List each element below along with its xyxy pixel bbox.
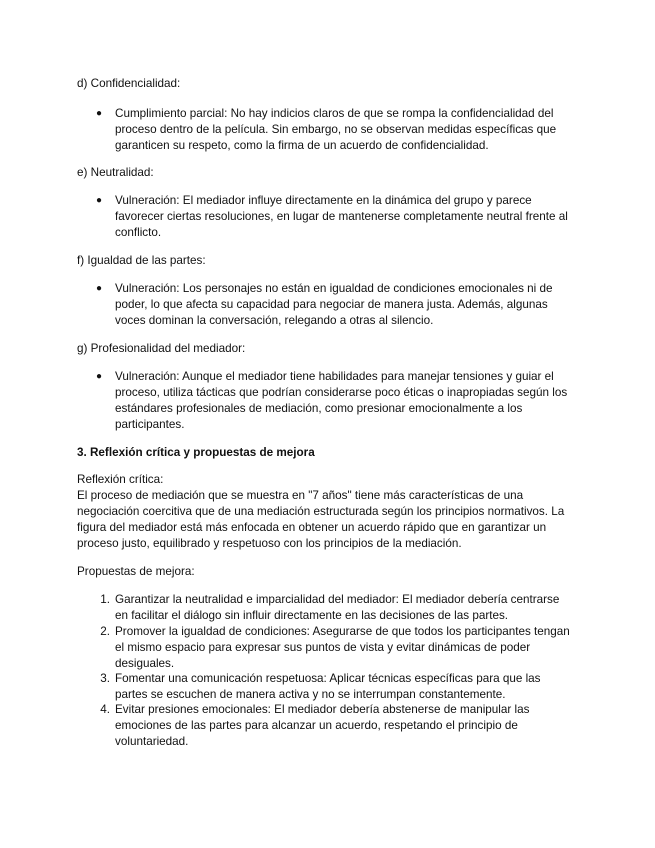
bullet-icon: ● — [96, 283, 103, 294]
section-heading-reflexion: 3. Reflexión crítica y propuestas de mejora — [77, 446, 315, 459]
propuestas-label: Propuestas de mejora: — [77, 565, 195, 578]
proposal-line: en facilitar el diálogo sin influir directamente en las decisiones de las partes. — [115, 609, 509, 622]
bullet-line: Cumplimiento parcial: No hay indicios claros de que se rompa la confidencialidad del — [115, 107, 554, 120]
proposal-line: Garantizar la neutralidad e imparcialidad del mediador: El mediador debería centrarse — [115, 593, 560, 606]
bullet-line: estándares profesionales de mediación, como presionar emocionalmente a los — [115, 402, 523, 415]
section-title-neutralidad: e) Neutralidad: — [77, 166, 154, 179]
bullet-icon: ● — [96, 371, 103, 382]
bullet-line: poder, lo que afecta su capacidad para negociar de manera justa. Además, algunas — [115, 298, 548, 311]
list-number: 1. — [100, 593, 110, 606]
proposal-line: Fomentar una comunicación respetuosa: Aplicar técnicas específicas para que las — [115, 672, 541, 685]
bullet-line: Vulneración: Los personajes no están en igualdad de condiciones emocionales ni de — [115, 282, 553, 295]
proposal-line: Evitar presiones emocionales: El mediador debería abstenerse de manipular las — [115, 703, 530, 716]
list-number: 2. — [100, 625, 110, 638]
list-number: 3. — [100, 672, 110, 685]
bullet-line: garanticen su respeto, como la firma de un acuerdo de confidencialidad. — [115, 139, 489, 152]
section-title-igualdad: f) Igualdad de las partes: — [77, 254, 206, 267]
reflexion-label: Reflexión crítica: — [77, 473, 164, 486]
paragraph-line: figura del mediador está más enfocada en obtener un acuerdo rápido que en garantizar un — [77, 521, 547, 534]
bullet-line: Vulneración: El mediador influye directamente en la dinámica del grupo y parece — [115, 194, 532, 207]
bullet-line: conflicto. — [115, 226, 162, 239]
bullet-line: voces dominan la conversación, relegando a otras al silencio. — [115, 314, 434, 327]
bullet-line: favorecer ciertas resoluciones, en lugar de mantenerse completamente neutral frente al — [115, 210, 568, 223]
proposal-line: Promover la igualdad de condiciones: Asegurarse de que todos los participantes tengan — [115, 625, 570, 638]
reflexion-paragraph — [77, 488, 597, 552]
bullet-line: participantes. — [115, 418, 185, 431]
section-title-profesionalidad: g) Profesionalidad del mediador: — [77, 342, 246, 355]
paragraph-line: proceso justo, equilibrado y respetuoso con los principios de la mediación. — [77, 537, 462, 550]
proposal-line: partes se escuchen de manera activa y no se interrumpan constantemente. — [115, 688, 506, 701]
bullet-icon: ● — [96, 108, 103, 119]
bullet-icon: ● — [96, 195, 103, 206]
proposal-line: emociones de las partes para alcanzar un acuerdo, respetando el principio de — [115, 719, 518, 732]
bullet-line: proceso dentro de la película. Sin embargo, no se observan medidas específicas que — [115, 123, 557, 136]
bullet-line: proceso, utiliza tácticas que podrían considerarse poco éticas o inapropiadas según los — [115, 386, 568, 399]
proposal-line: desiguales. — [115, 657, 175, 670]
list-number: 4. — [100, 703, 110, 716]
paragraph-line: negociación coercitiva que de una mediación estructurada según los principios normativos. La — [77, 505, 565, 518]
proposal-line: el mismo espacio para expresar sus puntos de vista y evitar dinámicas de poder — [115, 641, 531, 654]
paragraph-line: El proceso de mediación que se muestra en "7 años" tiene más características de una — [77, 489, 524, 502]
proposal-line: voluntariedad. — [115, 735, 189, 748]
bullet-line: Vulneración: Aunque el mediador tiene habilidades para manejar tensiones y guiar el — [115, 370, 554, 383]
section-title-confidencialidad: d) Confidencialidad: — [77, 77, 181, 90]
